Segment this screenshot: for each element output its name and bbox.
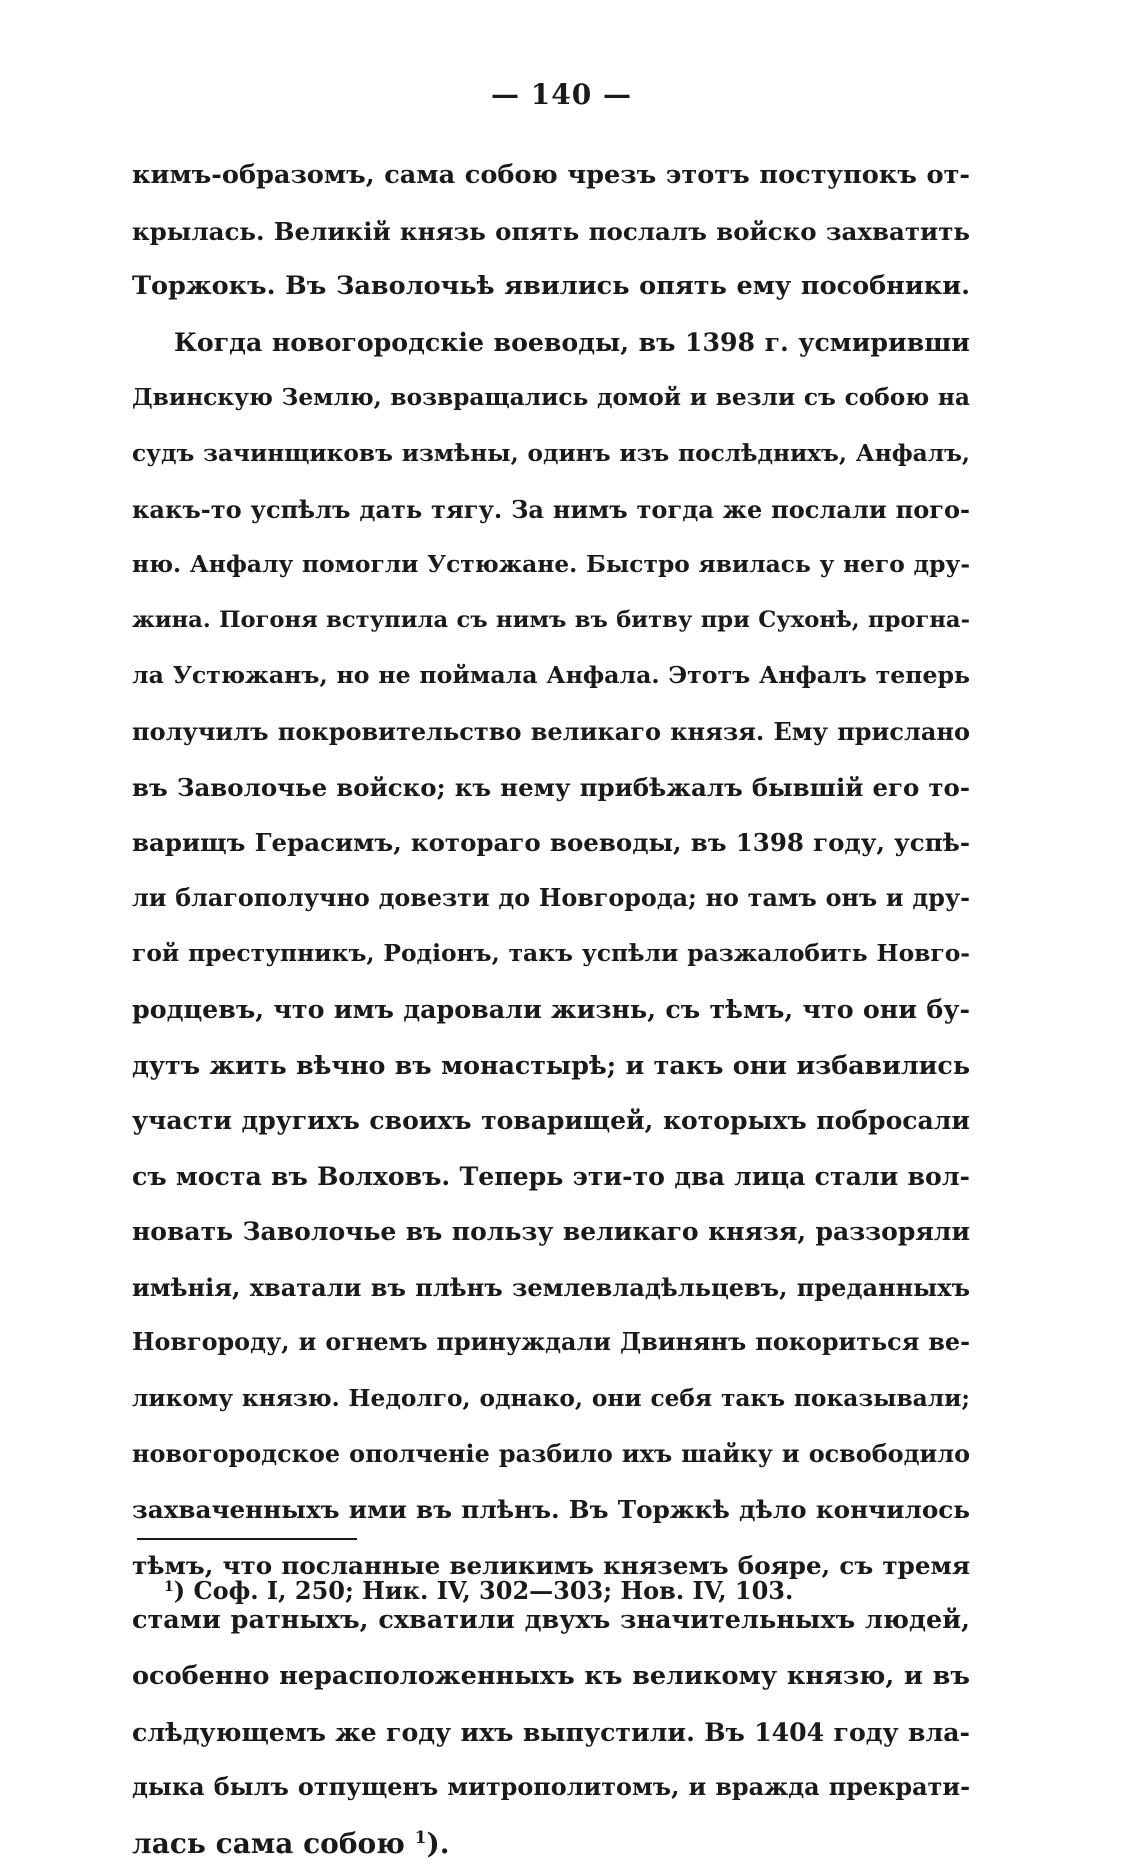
- text-line: какъ-то успѣлъ дать тягу. За нимъ тогда же послали пого-: [132, 494, 970, 524]
- text-line: варищъ Герасимъ, котораго воеводы, въ 1398 году, успѣ-: [132, 828, 970, 858]
- footnote-text: ) Соф. I, 250; Ник. IV, 302—303; Нов. IV, 103.: [173, 1576, 794, 1605]
- text-line: ликому князю. Недолго, однако, они себя такъ показывали;: [132, 1385, 970, 1413]
- text-line: слѣдующемъ же году ихъ выпустили. Въ 1404 году вла-: [132, 1716, 970, 1747]
- text-line: новать Заволочье въ пользу великаго князя, раззоряли: [132, 1217, 970, 1247]
- text-line: Торжокъ. Въ Заволочьѣ явились опять ему пособники.: [132, 271, 970, 302]
- text-line: крылась. Великій князь опять послалъ войско захватить: [132, 216, 970, 246]
- text-line: стами ратныхъ, схватили двухъ значительныхъ людей,: [132, 1605, 970, 1636]
- text-line: участи другихъ своихъ товарищей, которыхъ побросали: [132, 1105, 970, 1136]
- text-line: въ Заволочье войско; къ нему прибѣжалъ бывшій его то-: [132, 772, 970, 802]
- text-line: судъ зачинщиковъ измѣны, одинъ изъ послѣднихъ, Анфалъ,: [132, 439, 970, 467]
- text-line-last: [132, 1816, 970, 1871]
- text-line: жина. Погоня вступила съ нимъ въ битву при Сухонѣ, прогна-: [132, 606, 970, 633]
- footnote-marker: 1: [164, 1579, 174, 1595]
- last-line-text: лась сама собою: [132, 1826, 405, 1860]
- text-line: гой преступникъ, Родіонъ, такъ успѣли разжалобить Новго-: [132, 939, 970, 968]
- text-line: ню. Анфалу помогли Устюжане. Быстро явилась у него дру-: [132, 551, 970, 579]
- footnote-divider: [137, 1538, 357, 1540]
- text-line: съ моста въ Волховъ. Теперь эти-то два лица стали вол-: [132, 1160, 970, 1191]
- text-line: тѣмъ, что посланные великимъ княземъ бояре, съ тремя: [132, 1550, 970, 1580]
- text-line: родцевъ, что имъ даровали жизнь, съ тѣмъ, что они бу-: [132, 993, 970, 1024]
- text-line: дутъ жить вѣчно въ монастырѣ; и такъ они избавились: [132, 1049, 970, 1080]
- body-text: [132, 148, 970, 1871]
- text-line: Двинскую Землю, возвращались домой и везли съ собою на: [132, 384, 970, 412]
- text-line: новогородское ополченіе разбило ихъ шайку и освободило: [132, 1439, 970, 1468]
- text-line: имѣнія, хватали въ плѣнъ землевладѣльцевъ, преданныхъ: [132, 1272, 970, 1302]
- text-line: Когда новогородскіе воеводы, въ 1398 г. усмиривши: [174, 326, 970, 357]
- text-line: дыка былъ отпущенъ митрополитомъ, и вражда прекрати-: [132, 1773, 970, 1802]
- footnote: [164, 1576, 964, 1605]
- text-line: Новгороду, и огнемъ принуждали Двинянъ покориться ве-: [132, 1328, 970, 1357]
- text-line: кимъ-образомъ, сама собою чрезъ этотъ поступокъ от-: [132, 160, 970, 190]
- text-line: получилъ покровительство великаго князя. Ему прислано: [132, 716, 970, 746]
- text-line: ла Устюжанъ, но не поймала Анфала. Этотъ Анфалъ теперь: [132, 661, 970, 690]
- text-line: захваченныхъ ими въ плѣнъ. Въ Торжкѣ дѣло кончилось: [132, 1495, 970, 1525]
- page-number: — 140 —: [491, 78, 632, 111]
- last-line-tail: ).: [426, 1826, 450, 1860]
- footnote-reference[interactable]: 1: [414, 1827, 427, 1848]
- text-line: ли благополучно довезти до Новгорода; но тамъ онъ и дру-: [132, 883, 970, 912]
- text-line: особенно нерасположенныхъ къ великому князю, и въ: [132, 1661, 970, 1692]
